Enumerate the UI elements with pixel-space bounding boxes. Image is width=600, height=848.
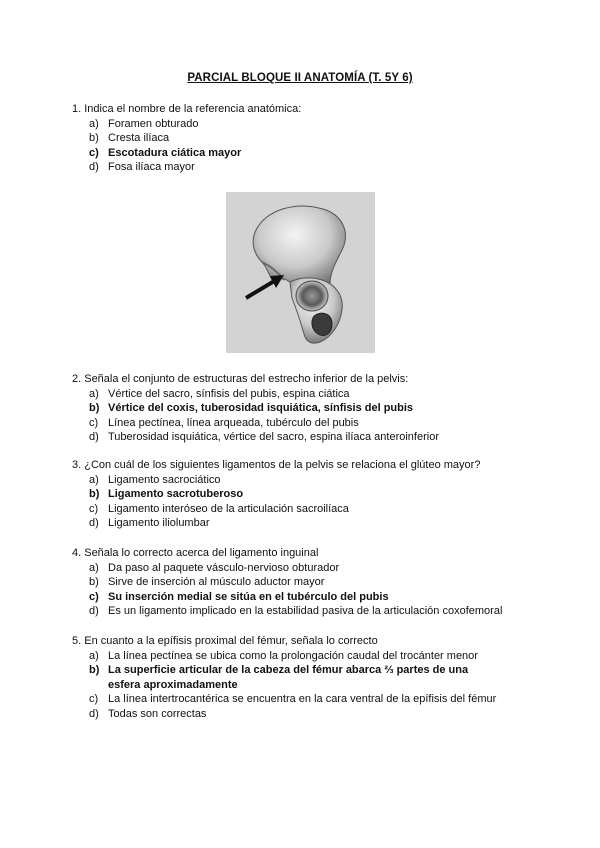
option-c-correct: c) Escotadura ciática mayor [89,146,242,159]
option-c: c) La línea intertrocantérica se encuentra en la cara ventral de la epífisis del fémur [89,693,497,706]
options-list [72,561,542,619]
option-a: a) La línea pectínea se ubica como la prolongación caudal del trocánter menor [89,649,478,662]
question-3 [72,458,542,531]
option-a: a) Da paso al paquete vásculo-nervioso obturador [89,561,340,574]
question-1 [72,102,542,175]
option-c: c) Ligamento interóseo de la articulación sacroilíaca [89,502,349,515]
option-b: b) Sirve de inserción al músculo aductor mayor [89,576,325,589]
options-list [72,117,542,175]
options-list [72,473,542,531]
option-a: a) Foramen obturado [89,117,199,130]
question-text: 1. Indica el nombre de la referencia anatómica: [72,103,302,115]
hip-bone-illustration [226,192,375,353]
hip-bone-image [226,192,375,353]
option-b: b) Cresta ilíaca [89,132,170,145]
options-list [72,649,542,722]
options-list [72,387,542,445]
pointer-arrow-line [246,280,276,298]
question-text: 5. En cuanto a la epífisis proximal del fémur, señala lo correcto [72,635,378,647]
question-2 [72,372,542,445]
question-5 [72,634,542,722]
option-a: a) Vértice del sacro, sínfisis del pubis, espina ciática [89,387,350,400]
option-d: d) Es un ligamento implicado en la estabilidad pasiva de la articulación coxofemoral [89,605,503,618]
question-4 [72,546,542,619]
option-b-correct: b) Vértice del coxis, tuberosidad isquiática, sínfisis del pubis [89,402,414,415]
option-b-correct: b) La superficie articular de la cabeza del fémur abarca ⅔ partes de una esfera aproximadamente [89,664,469,691]
question-text: 4. Señala lo correcto acerca del ligamento inguinal [72,547,319,559]
option-d: d) Fosa ilíaca mayor [89,161,195,174]
option-d: d) Tuberosidad isquiática, vértice del sacro, espina ilíaca anteroinferior [89,431,439,444]
option-b-correct: b) Ligamento sacrotuberoso [89,488,244,501]
question-text: 3. ¿Con cuál de los siguientes ligamentos de la pelvis se relaciona el glúteo mayor? [72,459,481,471]
option-d: d) Ligamento iliolumbar [89,517,210,530]
option-a: a) Ligamento sacrociático [89,473,221,486]
question-text: 2. Señala el conjunto de estructuras del estrecho inferior de la pelvis: [72,373,409,385]
option-c-correct: c) Su inserción medial se sitúa en el tubérculo del pubis [89,590,389,603]
option-d: d) Todas son correctas [89,707,207,720]
option-c: c) Línea pectínea, línea arqueada, tubérculo del pubis [89,416,359,429]
document-title: PARCIAL BLOQUE II ANATOMÍA (T. 5Y 6) [187,72,413,84]
